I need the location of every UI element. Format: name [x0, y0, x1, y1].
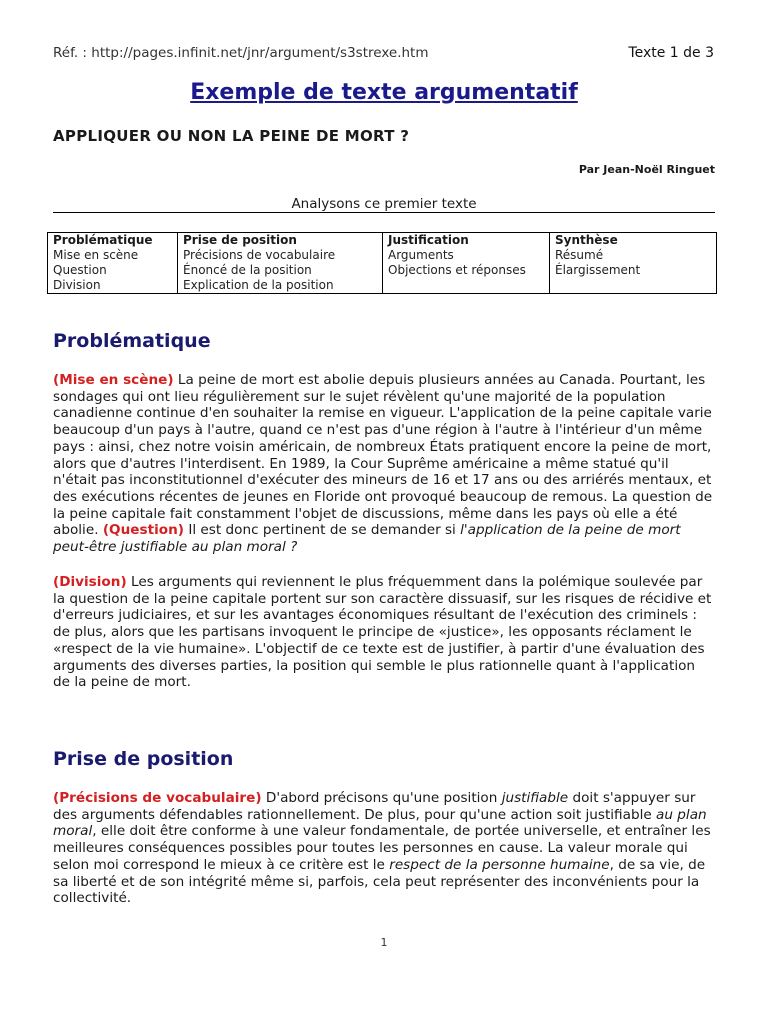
tag-label: (Division) [53, 574, 127, 590]
cell-item: Précisions de vocabulaire [183, 248, 336, 262]
table-cell [383, 233, 550, 294]
paragraph-precisions [53, 790, 715, 907]
italic-term: respect de la personne humaine [389, 856, 610, 873]
column-header: Justification [388, 233, 469, 247]
table-cell [48, 233, 178, 294]
paragraph-mise-en-scene [53, 372, 715, 556]
cell-item: Arguments [388, 248, 454, 262]
analysis-heading: Analysons ce premier texte [291, 196, 477, 212]
section-heading-prise-de-position: Prise de position [53, 748, 234, 770]
cell-item: Question [53, 263, 107, 277]
tag-label: (Question) [102, 522, 184, 539]
page-title: Exemple de texte argumentatif [190, 80, 578, 105]
paragraph-text: doit s'appuyer sur des arguments défendables rationnellement. De plus, pour qu'une action soit justifiable [53, 790, 696, 823]
divider-line [53, 212, 715, 213]
table-cell [178, 233, 383, 294]
cell-item: Division [53, 278, 101, 292]
subtitle: APPLIQUER OU NON LA PEINE DE MORT ? [53, 127, 410, 145]
italic-term: au plan moral [53, 806, 707, 840]
column-header: Synthèse [555, 233, 618, 247]
table-row [48, 233, 717, 294]
paragraph-text: Les arguments qui reviennent le plus fréquemment dans la polémique soulevée par la question de la peine capitale portent sur son caractère dissuasif, sur les risques de récidive et d'erreurs judiciaires, et sur les avantages économiques résultant de l'exécution des criminels : de plus, alors que les partisans invoquent le principe de «justice», les opposants réclament le «respect de la vie humaine». L'objectif de ce texte est de justifier, à partir d'une évaluation des arguments des diverses parties, la position qui semble le plus rationnelle quant à l'application de la peine de mort. [53, 574, 712, 691]
paragraph-text: , de sa vie, de sa liberté et de son intégrité même si, parfois, cela peut représenter des inconvénients pour la collectivité. [53, 856, 706, 907]
cell-item: Mise en scène [53, 248, 139, 262]
cell-item: Explication de la position [183, 278, 334, 292]
reference-url: Réf. : http://pages.infinit.net/jnr/argument/s3strexe.htm [53, 45, 429, 61]
cell-item: Objections et réponses [388, 263, 526, 277]
tag-label: (Mise en scène) [53, 372, 174, 388]
page-number: 1 [380, 936, 388, 949]
cell-item: Énoncé de la position [183, 263, 312, 277]
author: Par Jean-Noël Ringuet [578, 163, 715, 176]
paragraph-division [53, 574, 715, 691]
italic-term: justifiable [501, 790, 569, 806]
tag-label: (Précisions de vocabulaire) [53, 790, 262, 806]
cell-item: Élargissement [555, 263, 641, 277]
paragraph-text: D'abord précisons qu'une position [261, 790, 502, 806]
table-cell [550, 233, 717, 294]
cell-item: Résumé [555, 248, 604, 262]
column-header: Prise de position [183, 233, 297, 247]
section-heading-problematique: Problématique [53, 330, 211, 352]
paragraph-text: La peine de mort est abolie depuis plusieurs années au Canada. Pourtant, les sondages qui ont lieu régulièrement sur le sujet révèlent qu'une majorité de la population canadienne continue d'en souhaiter la remise en vigueur. L'application de la peine capitale varie beaucoup d'un pays à l'autre, quand ce n'est pas d'une région à l'autre à l'intérieur d'un même pays : ainsi, chez notre voisin américain, de nombreux États pratiquent encore la peine de mort, alors que d'autres l'interdisent. En 1989, la Cour Suprême américaine a même statué qu'il n'était pas inconstitutionnel d'exécuter des mineurs de 16 et 17 ans ou des arriérés mentaux, et des exécutions récentes de jeunes en Floride ont provoqué beaucoup de remous. La question de la peine capitale fait constamment l'objet de discussions, même dans les pays où elle a été abolie. [53, 372, 713, 539]
text-counter: Texte 1 de 3 [628, 45, 714, 61]
analysis-table [47, 232, 717, 294]
column-header: Problématique [53, 233, 153, 247]
paragraph-text: , elle doit être conforme à une valeur fondamentale, de portée universelle, et entraîner les meilleures conséquences possibles pour toutes les personnes en cause. La valeur morale qui selon moi correspond le mieux à ce critère est le [53, 823, 711, 873]
question-italic: l'application de la peine de mort peut-être justifiable au plan moral ? [53, 522, 681, 556]
paragraph-text: Il est donc pertinent de se demander si [184, 522, 461, 539]
